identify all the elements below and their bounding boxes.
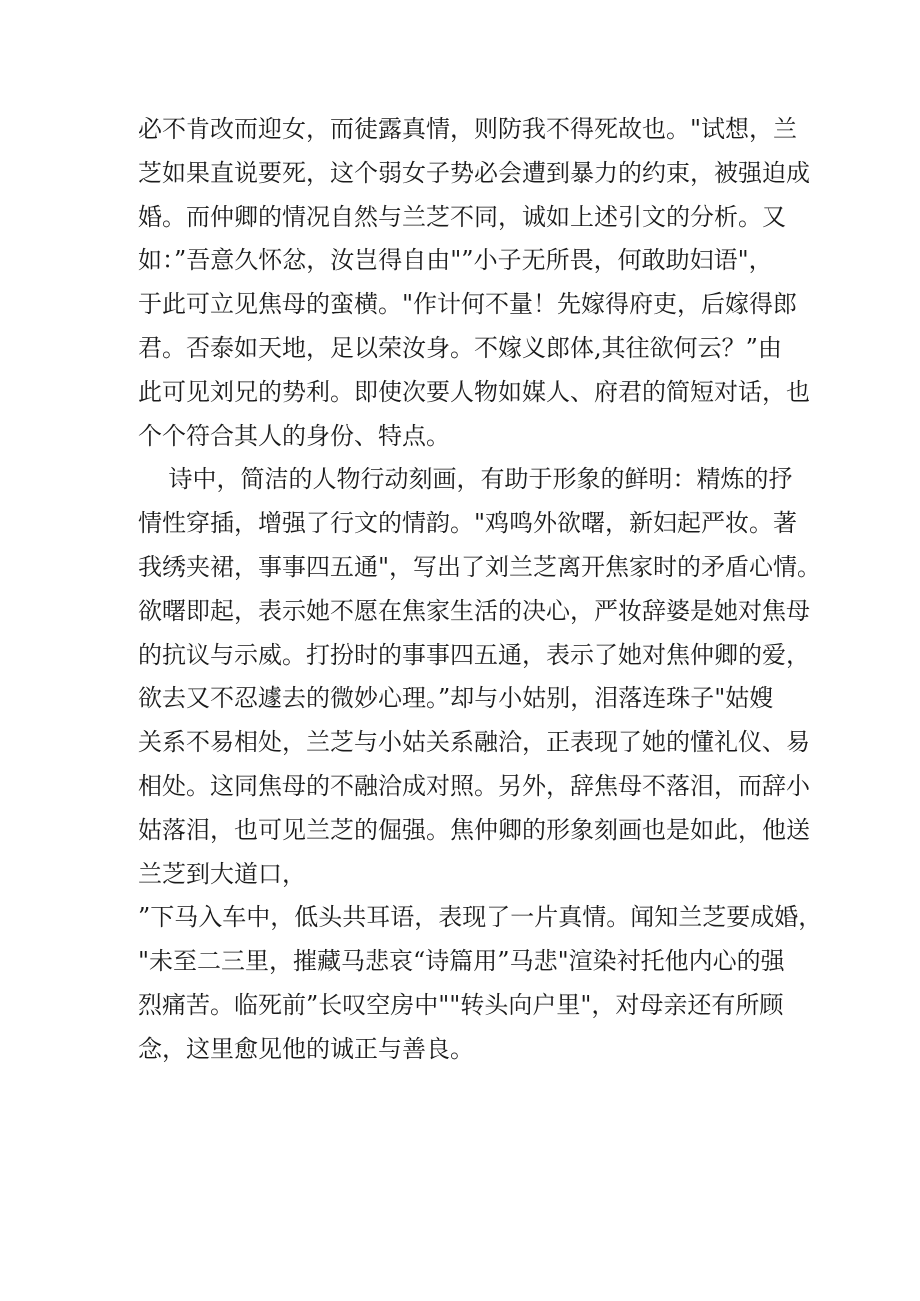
text-line: 欲去又不忍遽去的微妙心理。”却与小姑别，泪落连珠子"姑嫂 xyxy=(138,684,774,713)
document-body xyxy=(138,108,823,1072)
text-line: 的抗议与示威。打扮时的事事四五通，表示了她对焦仲卿的爱， xyxy=(138,640,810,669)
text-line: ”下马入车中，低头共耳语，表现了一片真情。闻知兰芝要成婚， xyxy=(138,903,823,932)
text-line: 相处。这同焦母的不融洽成对照。另外，辞焦母不落泪，而辞小 xyxy=(138,771,810,800)
text-line: 欲曙即起，表示她不愿在焦家生活的决心，严妆辞婆是她对焦母 xyxy=(138,596,810,625)
paragraph-2 xyxy=(138,458,822,896)
text-line: 烈痛苦。临死前”长叹空房中""转头向户里"，对母亲还有所顾 xyxy=(138,990,784,1019)
text-line: 芝如果直说要死，这个弱女子势必会遭到暴力的约束，被强迫成 xyxy=(138,158,810,187)
text-line: 我绣夹裙，事事四五通"，写出了刘兰芝离开焦家时的矛盾心情。 xyxy=(138,552,822,581)
text-line: 兰芝到大道口， xyxy=(138,859,306,888)
text-line: 如：”吾意久怀忿，汝岂得自由"”小子无所畏，何敢助妇语"， xyxy=(138,246,773,275)
text-line: 必不肯改而迎女，而徒露真情，则防我不得死故也。"试想，兰 xyxy=(138,115,798,143)
text-line: 此可见刘兄的势利。即使次要人物如媒人、府君的简短对话，也 xyxy=(138,377,810,406)
text-line: 姑落泪，也可见兰芝的倔强。焦仲卿的形象刻画也是如此，他送 xyxy=(138,815,810,844)
text-line: 君。否泰如天地，足以荣汝身。不嫁义郎体,其往欲何云？”由 xyxy=(138,333,782,362)
text-line: "未至二三里，摧藏马悲哀“诗篇用”马悲"渲染衬托他内心的强 xyxy=(138,947,785,976)
text-line: 念，这里愈见他的诚正与善良。 xyxy=(138,1034,474,1063)
text-line: 情性穿插，增强了行文的情韵。"鸡鸣外欲曙，新妇起严妆。著 xyxy=(138,509,798,538)
text-line: 个个符合其人的身份、特点。 xyxy=(138,421,450,450)
text-line: 于此可立见焦母的蛮横。"作计何不量！先嫁得府吏，后嫁得郎 xyxy=(138,290,798,319)
text-line: 诗中，简洁的人物行动刻画，有助于形象的鲜明：精炼的抒 xyxy=(138,465,793,494)
text-line: 婚。而仲卿的情况自然与兰芝不同，诚如上述引文的分析。又 xyxy=(138,202,786,231)
paragraph-3 xyxy=(138,896,823,1071)
text-line: 关系不易相处，兰芝与小姑关系融洽，正表现了她的懂礼仪、易 xyxy=(138,728,810,757)
paragraph-1 xyxy=(138,108,810,458)
